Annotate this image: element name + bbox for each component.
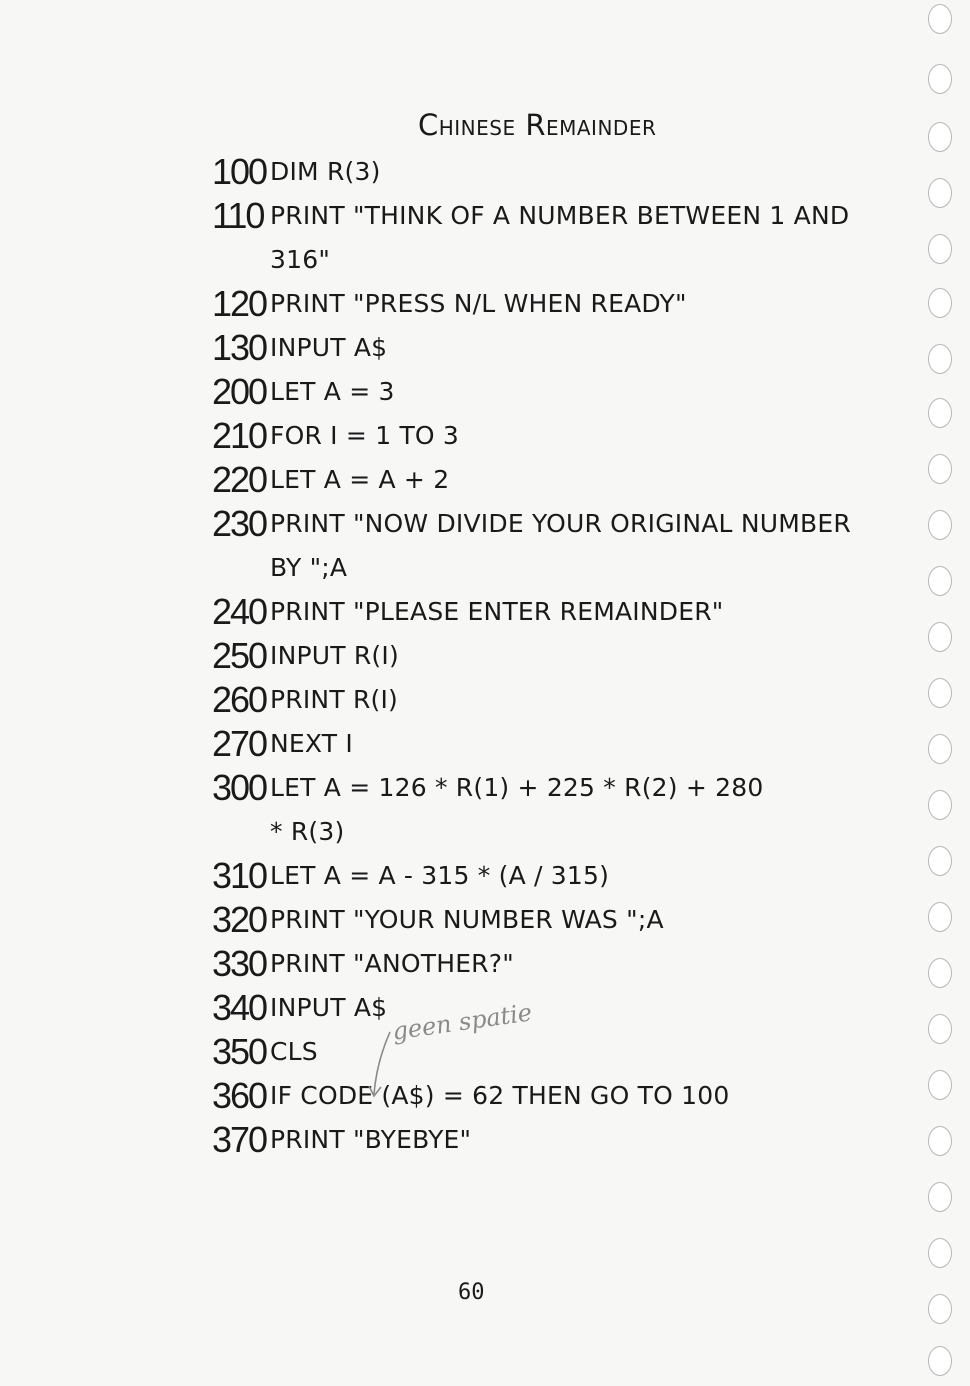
line-code: LET A = A + 2 bbox=[270, 465, 450, 494]
code-line bbox=[212, 1118, 852, 1162]
binding-hole-icon bbox=[928, 902, 952, 932]
binding-hole-icon bbox=[928, 1294, 952, 1324]
code-line bbox=[212, 458, 852, 502]
line-code: PRINT "BYEBYE" bbox=[270, 1125, 472, 1154]
code-line bbox=[212, 634, 852, 678]
line-number: 330 bbox=[212, 943, 267, 984]
code-line bbox=[212, 854, 852, 898]
line-number: 130 bbox=[212, 327, 267, 368]
code-line bbox=[212, 370, 852, 414]
line-code: PRINT "THINK OF A NUMBER BETWEEN 1 AND 316" bbox=[270, 201, 850, 274]
binding-hole-icon bbox=[928, 398, 952, 428]
binding-hole-icon bbox=[928, 1346, 952, 1376]
basic-listing bbox=[212, 150, 852, 1162]
line-number: 350 bbox=[212, 1031, 267, 1072]
code-line bbox=[212, 282, 852, 326]
line-number: 370 bbox=[212, 1119, 267, 1160]
line-code: DIM R(3) bbox=[270, 157, 381, 186]
binding-hole-icon bbox=[928, 122, 952, 152]
binding-hole-icon bbox=[928, 510, 952, 540]
binding-holes bbox=[922, 0, 952, 1386]
line-code: INPUT R(I) bbox=[270, 641, 399, 670]
line-code: NEXT I bbox=[270, 729, 353, 758]
line-code: LET A = 126 * R(1) + 225 * R(2) + 280 * R(3) bbox=[270, 773, 764, 846]
binding-hole-icon bbox=[928, 1238, 952, 1268]
line-code: PRINT "YOUR NUMBER WAS ";A bbox=[270, 905, 664, 934]
code-line bbox=[212, 326, 852, 370]
line-number: 250 bbox=[212, 635, 267, 676]
line-code: PRINT "NOW DIVIDE YOUR ORIGINAL NUMBER BY ";A bbox=[270, 509, 851, 582]
line-code: FOR I = 1 TO 3 bbox=[270, 421, 460, 450]
line-number: 260 bbox=[212, 679, 267, 720]
line-code: INPUT A$ bbox=[270, 993, 388, 1022]
code-line bbox=[212, 1030, 852, 1074]
line-code: INPUT A$ bbox=[270, 333, 388, 362]
binding-hole-icon bbox=[928, 846, 952, 876]
line-code: CLS bbox=[270, 1037, 318, 1066]
line-number: 210 bbox=[212, 415, 267, 456]
code-line bbox=[212, 766, 852, 854]
line-number: 270 bbox=[212, 723, 267, 764]
binding-hole-icon bbox=[928, 1070, 952, 1100]
binding-hole-icon bbox=[928, 288, 952, 318]
binding-hole-icon bbox=[928, 4, 952, 34]
code-line bbox=[212, 942, 852, 986]
line-code: PRINT "ANOTHER?" bbox=[270, 949, 514, 978]
code-line bbox=[212, 414, 852, 458]
line-number: 310 bbox=[212, 855, 267, 896]
binding-hole-icon bbox=[928, 1126, 952, 1156]
binding-hole-icon bbox=[928, 958, 952, 988]
binding-hole-icon bbox=[928, 178, 952, 208]
binding-hole-icon bbox=[928, 344, 952, 374]
code-line bbox=[212, 502, 852, 590]
code-line bbox=[212, 722, 852, 766]
line-number: 240 bbox=[212, 591, 267, 632]
line-number: 200 bbox=[212, 371, 267, 412]
line-code: PRINT "PRESS N/L WHEN READY" bbox=[270, 289, 687, 318]
page-number: 60 bbox=[458, 1280, 485, 1305]
line-number: 100 bbox=[212, 151, 267, 192]
handwritten-note: geen spatie bbox=[390, 998, 534, 1046]
binding-hole-icon bbox=[928, 454, 952, 484]
line-number: 340 bbox=[212, 987, 267, 1028]
code-line bbox=[212, 150, 852, 194]
binding-hole-icon bbox=[928, 1182, 952, 1212]
binding-hole-icon bbox=[928, 734, 952, 764]
binding-hole-icon bbox=[928, 1014, 952, 1044]
handwritten-arrow-icon bbox=[368, 1030, 398, 1100]
binding-hole-icon bbox=[928, 566, 952, 596]
binding-hole-icon bbox=[928, 678, 952, 708]
line-number: 230 bbox=[212, 503, 267, 544]
line-number: 220 bbox=[212, 459, 267, 500]
line-code: PRINT "PLEASE ENTER REMAINDER" bbox=[270, 597, 724, 626]
binding-hole-icon bbox=[928, 790, 952, 820]
line-number: 360 bbox=[212, 1075, 267, 1116]
line-number: 110 bbox=[212, 195, 264, 236]
line-number: 120 bbox=[212, 283, 267, 324]
line-code: LET A = A - 315 * (A / 315) bbox=[270, 861, 610, 890]
line-number: 300 bbox=[212, 767, 267, 808]
line-code: LET A = 3 bbox=[270, 377, 395, 406]
line-code: PRINT R(I) bbox=[270, 685, 398, 714]
binding-hole-icon bbox=[928, 234, 952, 264]
code-line bbox=[212, 1074, 852, 1118]
binding-hole-icon bbox=[928, 64, 952, 94]
code-line bbox=[212, 194, 852, 282]
code-line bbox=[212, 678, 852, 722]
page-title: Chinese Remainder bbox=[418, 108, 657, 142]
code-line bbox=[212, 898, 852, 942]
line-number: 320 bbox=[212, 899, 267, 940]
code-line bbox=[212, 590, 852, 634]
line-code: IF CODE (A$) = 62 THEN GO TO 100 bbox=[270, 1081, 730, 1110]
binding-hole-icon bbox=[928, 622, 952, 652]
